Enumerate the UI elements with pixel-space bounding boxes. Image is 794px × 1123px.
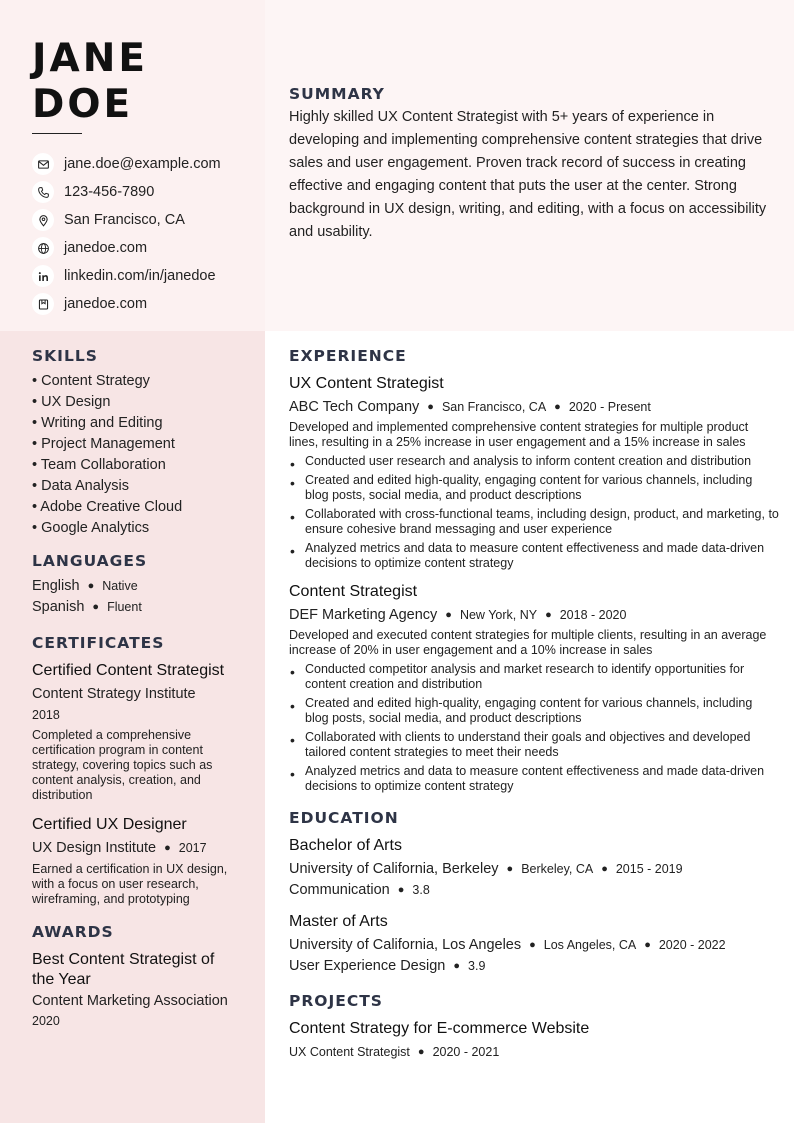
job-bullet: • Analyzed metrics and data to measure content effectiveness and made data-driven decisions to optimize content strategy [289, 541, 779, 571]
job-bullet: • Created and edited high-quality, engaging content for various channels, including blog posts, social media, and product descriptions [289, 696, 779, 726]
certificate-org: Content Strategy Institute [32, 686, 196, 702]
certificate-year: 2017 [178, 841, 207, 855]
education-field-row: Communication ● 3.8 [289, 882, 430, 898]
award-year: 2020 [32, 1014, 60, 1028]
last-name: DOE [32, 82, 134, 127]
language-level: Fluent [107, 600, 142, 614]
contact-email[interactable] [32, 150, 257, 178]
phone-icon [32, 181, 54, 203]
globe-icon [32, 237, 54, 259]
job-bullet: • Conducted competitor analysis and market research to identify opportunities for content creation and distribution [289, 662, 779, 692]
job-title: UX Content Strategist [289, 375, 444, 392]
contact-phone-text: 123-456-7890 [64, 184, 155, 200]
project-name: Content Strategy for E-commerce Website [289, 1020, 590, 1037]
skills-heading: SKILLS [32, 347, 98, 365]
education-school: University of California, Berkeley [289, 861, 499, 877]
education-field: User Experience Design [289, 958, 446, 974]
education-field-row: User Experience Design ● 3.9 [289, 958, 486, 974]
certificate-desc: Completed a comprehensive certification program in content strategy, covering topics such as content analysis, creation, and distribution [32, 728, 213, 802]
certificate-item [32, 661, 237, 803]
certificate-org: UX Design Institute [32, 840, 157, 856]
education-location: Los Angeles, CA [543, 938, 637, 952]
education-degree: Bachelor of Arts [289, 837, 402, 854]
skills-list [32, 371, 237, 539]
job-bullet: • Collaborated with cross-functional teams, including design, product, and marketing, to ensure cohesive brand messaging and user experience [289, 507, 779, 537]
project-role: UX Content Strategist [289, 1045, 410, 1059]
education-field: Communication [289, 882, 390, 898]
education-gpa: 3.9 [468, 959, 486, 973]
education-school: University of California, Los Angeles [289, 937, 522, 953]
job-bullet: • Collaborated with clients to understand their goals and objectives and developed tailored content strategies to meet their needs [289, 730, 779, 760]
education-heading: EDUCATION [289, 809, 399, 827]
contact-linkedin[interactable] [32, 262, 257, 290]
certificate-year: 2018 [32, 708, 60, 722]
language-name: English [32, 578, 80, 594]
summary-heading: SUMMARY [289, 85, 385, 103]
job-bullet: • Analyzed metrics and data to measure content effectiveness and made data-driven decisions to optimize content strategy [289, 764, 779, 794]
contact-phone[interactable] [32, 178, 257, 206]
awards-heading: AWARDS [32, 923, 114, 941]
certificate-name: Certified UX Designer [32, 816, 187, 833]
projects-heading: PROJECTS [289, 992, 383, 1010]
job-meta: DEF Marketing Agency ● New York, NY ● 2018 - 2020 [289, 607, 627, 623]
education-meta: University of California, Los Angeles ● Los Angeles, CA ● 2020 - 2022 [289, 937, 726, 953]
project-dates: 2020 - 2021 [432, 1045, 500, 1059]
contact-portfolio[interactable] [32, 290, 257, 318]
job-bullets [289, 454, 779, 571]
languages-list [32, 576, 237, 618]
contact-website-text: janedoe.com [64, 240, 148, 256]
skill-item: • Team Collaboration [32, 457, 166, 473]
main-content [289, 347, 779, 1062]
job-entry [289, 374, 779, 571]
location-pin-icon [32, 209, 54, 231]
linkedin-icon [32, 265, 54, 287]
project-meta: UX Content Strategist ● 2020 - 2021 [289, 1045, 500, 1059]
languages-heading: LANGUAGES [32, 552, 148, 570]
skill-item: • Data Analysis [32, 478, 129, 494]
education-dates: 2020 - 2022 [658, 938, 726, 952]
certificate-meta: UX Design Institute ● 2017 [32, 840, 207, 856]
job-location: New York, NY [459, 608, 538, 622]
education-meta: University of California, Berkeley ● Berkeley, CA ● 2015 - 2019 [289, 861, 683, 877]
skill-item: • Writing and Editing [32, 415, 163, 431]
language-name: Spanish [32, 599, 85, 615]
education-entry [289, 912, 779, 976]
portfolio-icon [32, 293, 54, 315]
certificate-desc: Earned a certification in UX design, with a focus on user research, wireframing, and prototyping [32, 862, 228, 906]
award-item [32, 950, 237, 1030]
contact-location [32, 206, 257, 234]
skill-item: • Google Analytics [32, 520, 150, 536]
job-title: Content Strategist [289, 583, 418, 600]
skill-item: • Project Management [32, 436, 175, 452]
experience-heading: EXPERIENCE [289, 347, 407, 365]
skill-item: • Adobe Creative Cloud [32, 499, 183, 515]
skill-item: • UX Design [32, 394, 111, 410]
job-bullet: • Created and edited high-quality, engaging content for various channels, including blog posts, social media, and product descriptions [289, 473, 779, 503]
job-description: Developed and executed content strategies for multiple clients, resulting in an average increase of 20% in user engagement and a 10% increase in sales [289, 628, 767, 657]
award-name: Best Content Strategist of the Year [32, 951, 215, 988]
contact-portfolio-text: janedoe.com [64, 296, 148, 312]
certificate-item [32, 815, 237, 907]
job-company: ABC Tech Company [289, 399, 420, 415]
name-divider [32, 133, 82, 134]
sidebar-content [32, 347, 237, 1030]
contact-linkedin-text: linkedin.com/in/janedoe [64, 268, 216, 284]
mail-icon [32, 153, 54, 175]
job-company: DEF Marketing Agency [289, 607, 438, 623]
contact-email-text: jane.doe@example.com [64, 156, 221, 172]
job-bullets [289, 662, 779, 794]
contact-location-text: San Francisco, CA [64, 212, 185, 228]
language-item: Spanish ● Fluent [32, 599, 142, 615]
job-meta: ABC Tech Company ● San Francisco, CA ● 2020 - Present [289, 399, 651, 415]
skill-item: • Content Strategy [32, 373, 150, 389]
education-location: Berkeley, CA [521, 862, 594, 876]
education-dates: 2015 - 2019 [615, 862, 683, 876]
education-gpa: 3.8 [412, 883, 430, 897]
job-description: Developed and implemented comprehensive content strategies for multiple product lines, resulting in a 25% increase in user engagement and a 15% increase in sales [289, 420, 749, 449]
education-degree: Master of Arts [289, 913, 388, 930]
contact-list [32, 150, 257, 318]
job-bullet: • Conducted user research and analysis to inform content creation and distribution [289, 454, 779, 469]
language-item: English ● Native [32, 578, 138, 594]
first-name: JANE [32, 36, 148, 81]
summary-text: Highly skilled UX Content Strategist with 5+ years of experience in developing and implementing comprehensive content strategies that drive sales and user engagement. Proven track record of success in creating effective and engaging content that puts the user at the center. Strong background in UX design, writing, and editing, with a focus on accessibility and usability. [289, 109, 767, 240]
job-dates: 2018 - 2020 [559, 608, 627, 622]
summary-section [289, 85, 779, 244]
education-entry [289, 836, 779, 900]
certificate-name: Certified Content Strategist [32, 662, 225, 679]
contact-website[interactable] [32, 234, 257, 262]
project-entry [289, 1019, 779, 1062]
certificates-heading: CERTIFICATES [32, 634, 165, 652]
language-level: Native [102, 579, 138, 593]
award-org: Content Marketing Association [32, 993, 228, 1009]
job-dates: 2020 - Present [568, 400, 651, 414]
job-location: San Francisco, CA [441, 400, 547, 414]
candidate-name [32, 36, 148, 128]
job-entry [289, 582, 779, 794]
